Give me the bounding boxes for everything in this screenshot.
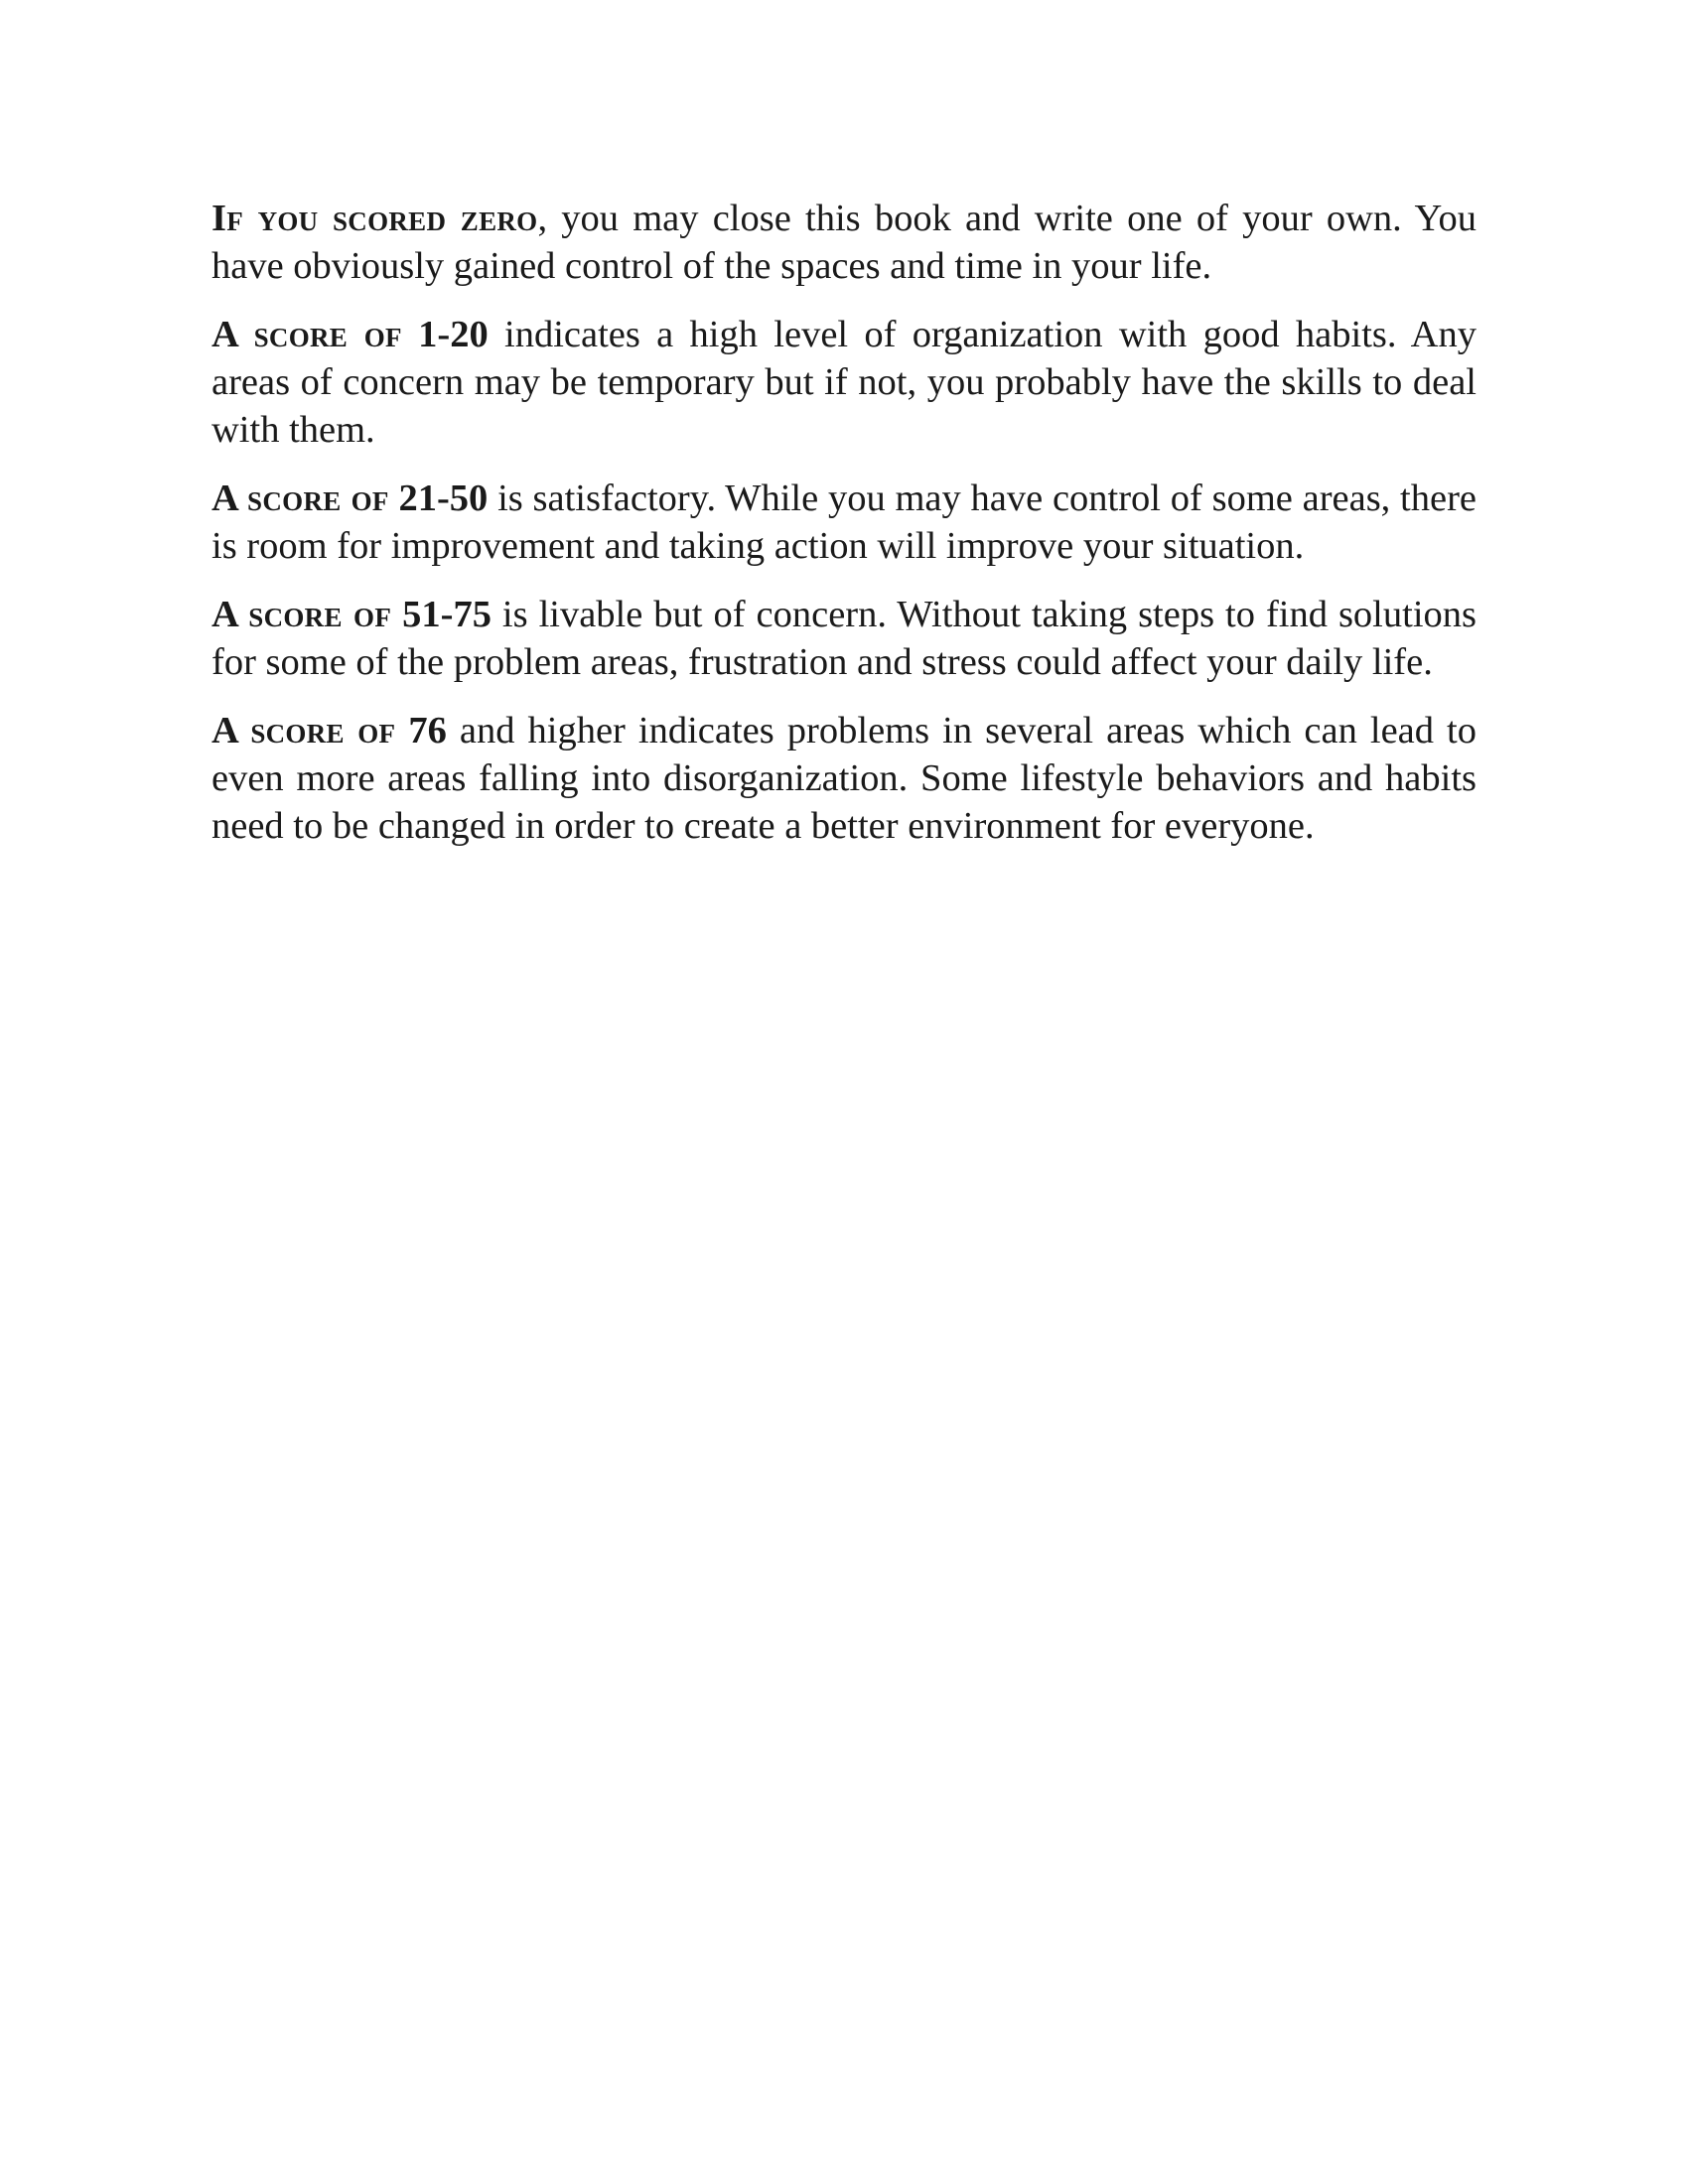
score-description: , you may close this book and write one of your own. You have obviously gained control of the spaces and time in your life.	[211, 198, 1477, 287]
score-lead: A score of	[211, 478, 389, 519]
score-paragraph-76-plus	[211, 707, 1477, 850]
score-range: 51-75	[402, 594, 492, 635]
score-lead: If you scored zero	[211, 198, 538, 239]
score-description: is satisfactory. While you may have control of some areas, there is room for improvement and taking action will improve your situation.	[211, 478, 1477, 567]
score-description: indicates a high level of organization with good habits. Any areas of concern may be temporary but if not, you probably have the skills to deal with them.	[211, 314, 1477, 451]
score-paragraph-51-75	[211, 591, 1477, 686]
score-description: is livable but of concern. Without taking steps to find solutions for some of the problem areas, frustration and stress could affect your daily life.	[211, 594, 1477, 683]
score-lead: A score of	[211, 314, 402, 355]
score-description: and higher indicates problems in several areas which can lead to even more areas falling into disorganization. Some lifestyle behaviors and habits need to be changed in order to create a better environment for everyone.	[211, 710, 1477, 847]
score-lead: A score of	[211, 594, 392, 635]
score-paragraph-1-20	[211, 311, 1477, 454]
score-range: 1-20	[418, 314, 489, 355]
score-paragraph-zero	[211, 195, 1477, 290]
score-range: 21-50	[398, 478, 489, 519]
score-paragraph-21-50	[211, 475, 1477, 570]
score-range: 76	[408, 710, 447, 751]
score-lead: A score of	[211, 710, 396, 751]
score-interpretation-text	[211, 195, 1477, 871]
